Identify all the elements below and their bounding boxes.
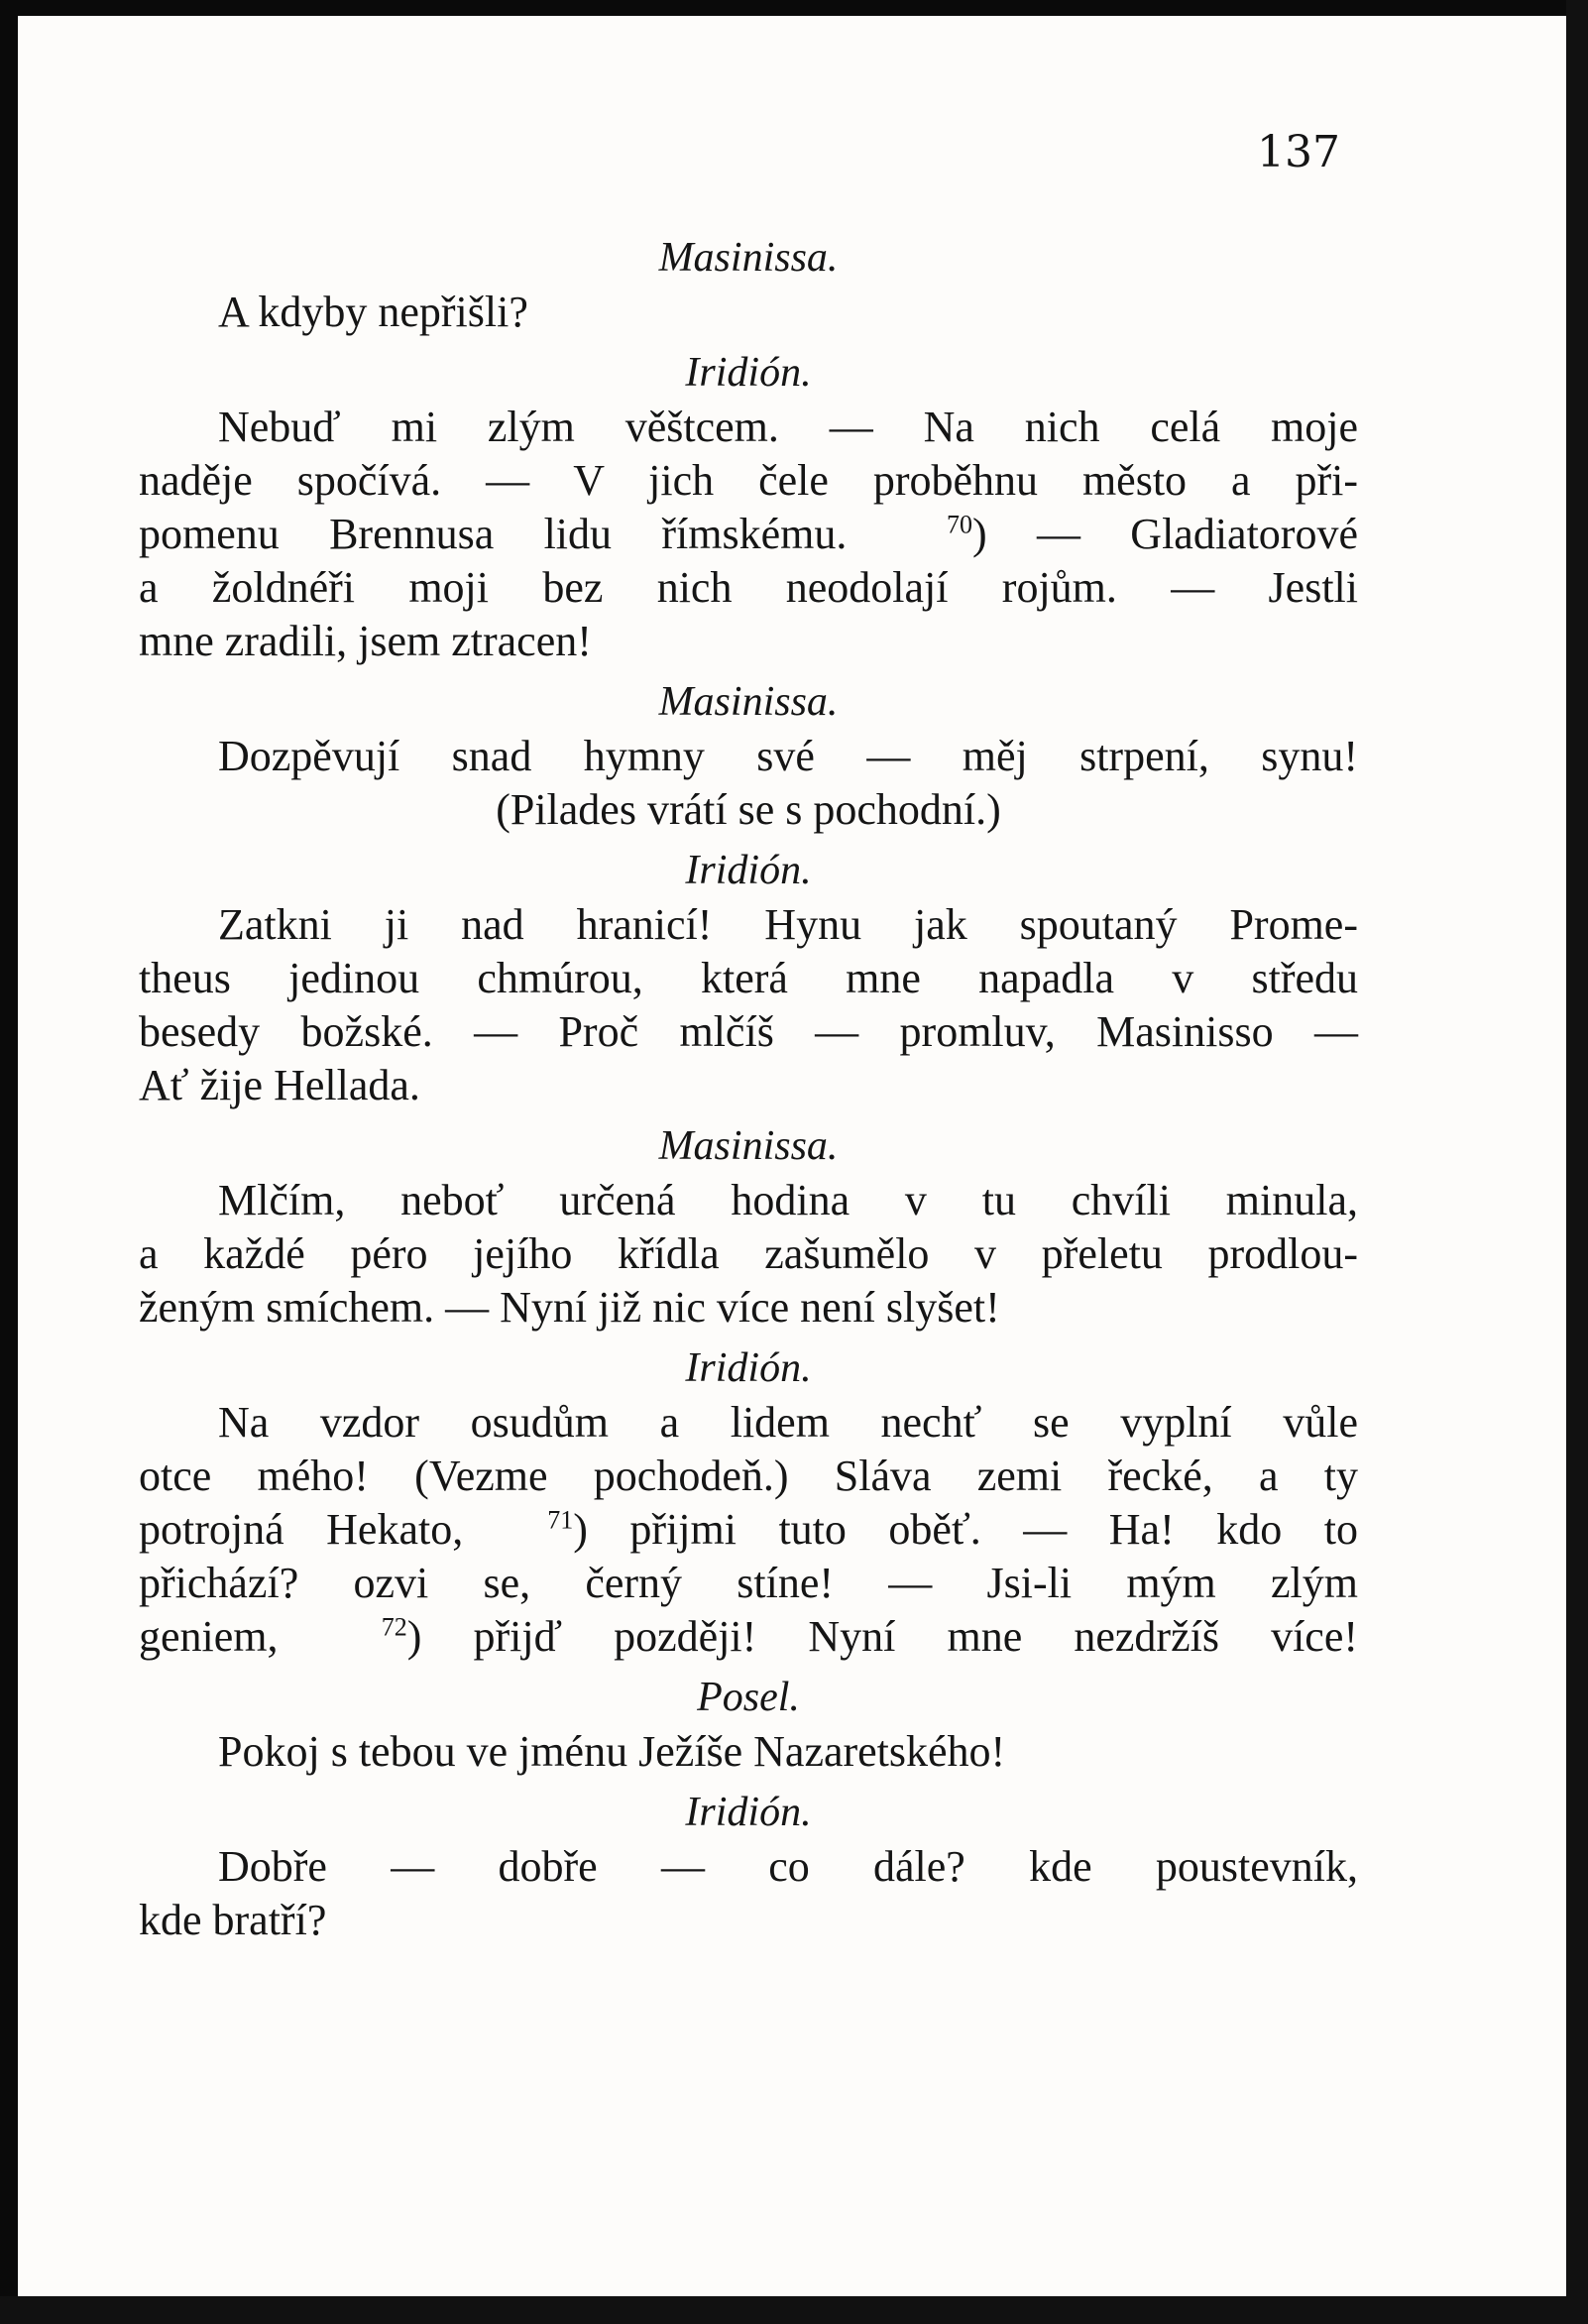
dialogue-line: Dozpěvují snad hymny své — měj strpení, synu! (218, 732, 1358, 780)
speaker-name: Masinissa. (658, 1123, 839, 1169)
dialogue-line: Mlčím, neboť určená hodina v tu chvíli minula, (218, 1176, 1358, 1224)
dialogue-line: a každé péro jejího křídla zašumělo v přeletu prodlou- (139, 1229, 1358, 1278)
scan-border-left (0, 0, 18, 2324)
dialogue-line: kde bratří? (139, 1896, 327, 1944)
dialogue-line-with-note (139, 508, 1358, 561)
scan-border-bottom (0, 2296, 1588, 2324)
speaker-name: Iridión. (685, 1790, 812, 1835)
dialogue-line: Zatkni ji nad hranicí! Hynu jak spoutaný Prome- (218, 900, 1358, 949)
dialogue-line: mne zradili, jsem ztracen! (139, 617, 592, 665)
dialogue-line: přichází? ozvi se, černý stíne! — Jsi-li mým zlým (139, 1559, 1358, 1607)
dialogue-line: otce mého! (Vezme pochodeň.) Sláva zemi řecké, a ty (139, 1452, 1358, 1500)
dialogue-line: theus jedinou chmúrou, která mne napadla v středu (139, 954, 1358, 1002)
dialogue-text-segment: ) — Gladiatorové (972, 510, 1358, 558)
footnote-marker: 70 (947, 510, 972, 539)
page-number: 137 (1257, 127, 1340, 177)
speaker-name: Iridión. (685, 848, 812, 893)
speaker-name: Masinissa. (658, 235, 839, 281)
footnote-marker: 71 (547, 1505, 574, 1535)
scan-border-right (1566, 0, 1588, 2324)
footnote-marker: 72 (381, 1612, 407, 1642)
dialogue-line: Dobře — dobře — co dále? kde poustevník, (218, 1842, 1358, 1891)
dialogue-text-segment: potrojná Hekato, (139, 1505, 464, 1554)
scan-border-top (0, 0, 1588, 16)
speaker-name: Masinissa. (658, 679, 839, 725)
dialogue-text-segment: geniem, (139, 1612, 279, 1661)
speaker-name: Iridión. (685, 1345, 812, 1391)
dialogue-line: Nebuď mi zlým věštcem. — Na nich celá moje (218, 403, 1358, 451)
speaker-name: Posel. (697, 1675, 800, 1720)
dialogue-line-with-note (139, 1610, 1358, 1664)
dialogue-line: ženým smíchem. — Nyní již nic více není slyšet! (139, 1283, 1000, 1332)
dialogue-line: Pokoj s tebou ve jménu Ježíše Nazaretského! (218, 1727, 1006, 1776)
dialogue-line: Na vzdor osudům a lidem nechť se vyplní vůle (218, 1398, 1358, 1447)
speaker-name: Iridión. (685, 350, 812, 396)
dialogue-line-with-note (139, 1503, 1358, 1557)
stage-direction: (Pilades vrátí se s pochodní.) (496, 785, 1001, 834)
dialogue-line: besedy božské. — Proč mlčíš — promluv, Masinisso — (139, 1007, 1358, 1056)
dialogue-text-segment: ) přijď později! Nyní mne nezdržíš více! (406, 1612, 1359, 1661)
dialogue-text (139, 230, 1358, 1947)
dialogue-line: A kdyby nepřišli? (218, 288, 528, 336)
dialogue-line: Ať žije Hellada. (139, 1061, 420, 1109)
dialogue-line: naděje spočívá. — V jich čele proběhnu město a při- (139, 456, 1358, 505)
dialogue-line: a žoldnéři moji bez nich neodolají rojům. — Jestli (139, 563, 1358, 612)
dialogue-text-segment: ) přijmi tuto oběť. — Ha! kdo to (573, 1505, 1358, 1554)
dialogue-text-segment: pomenu Brennusa lidu římskému. (139, 510, 848, 558)
